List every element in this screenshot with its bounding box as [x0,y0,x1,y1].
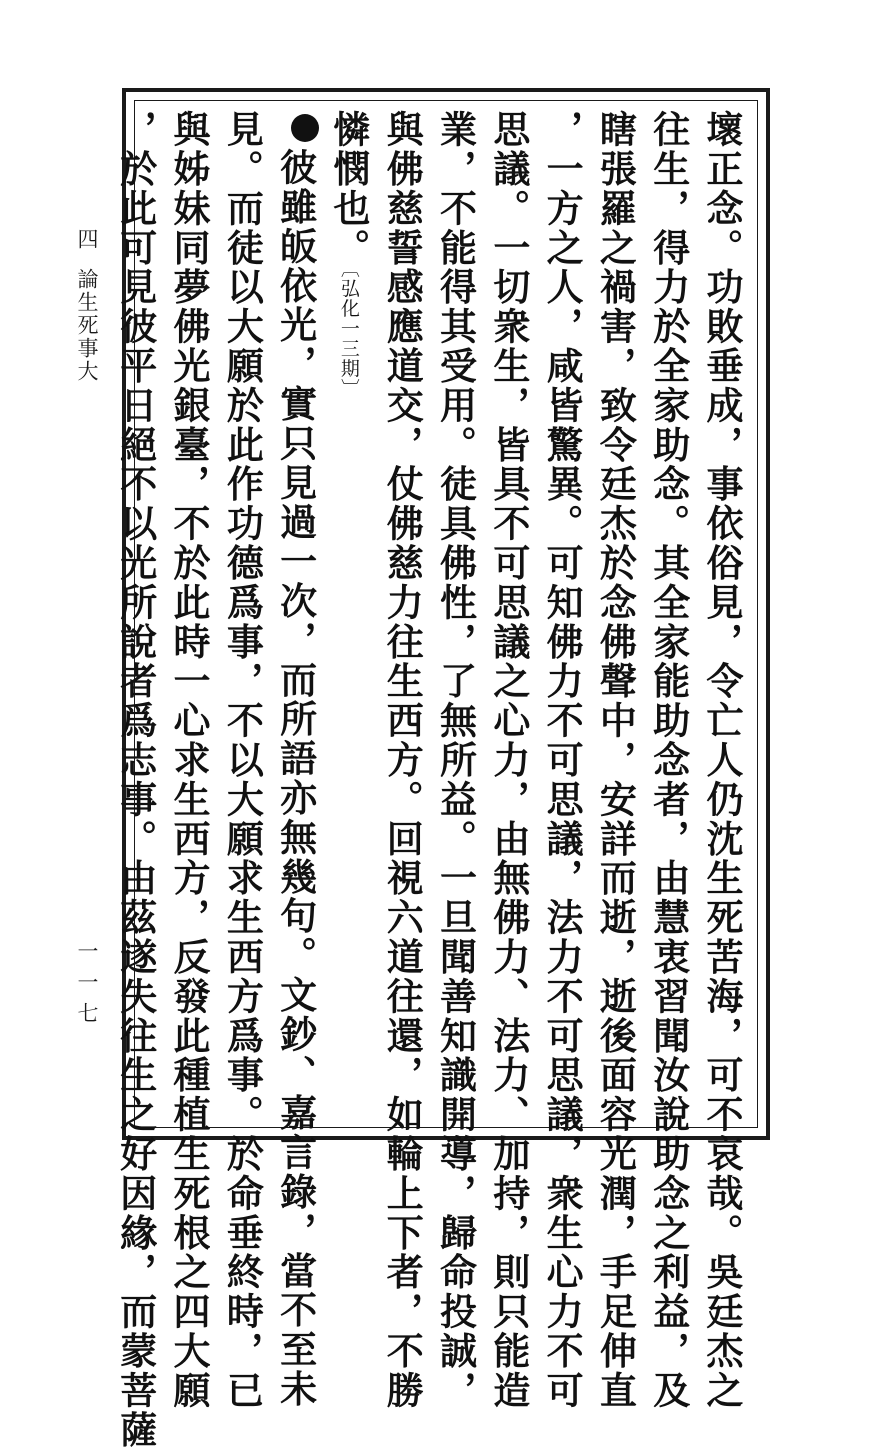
text-column: 見。而徒以大願於此作功德爲事，不以大願求生西方爲事。於命垂終時，已 [220,110,265,1411]
text-column: 業，不能得其受用。徒具佛性，了無所益。一旦聞善知識開導，歸命投誠， [433,110,478,1411]
text-segment: 憐憫也。 [326,110,371,268]
text-column: 瞎張羅之禍害，致令廷杰於念佛聲中，安詳而逝，逝後面容光潤，手足伸直 [593,110,638,1411]
paragraph-bullet-icon [291,114,319,142]
text-column: 思議。一切衆生，皆具不可思議之心力，由無佛力、法力、加持，則只能造 [486,110,531,1411]
text-column: 與佛慈誓感應道交，仗佛慈力往生西方。回視六道往還，如輪上下者，不勝 [380,110,425,1411]
chapter-title: 論生死事大 [75,268,99,383]
text-column: 往生，得力於全家助念。其全家能助念者，由慧衷習聞汝說助念之利益，及 [646,110,691,1411]
page-number: 一一七 [75,940,99,1033]
main-text [113,110,748,1450]
text-column: ，於此可見彼平日絕不以光所說者爲志事。由茲遂失往生之好因緣，而蒙菩薩 [113,110,158,1450]
text-column-with-bullet [268,110,321,1409]
text-column-with-note [322,110,375,1120]
text-column: ，一方之人，咸皆驚異。可知佛力不可思議，法力不可思議，衆生心力不可 [540,110,585,1411]
source-note: 〔弘化一三期〕 [337,267,360,399]
text-column: 與姊妹同夢佛光銀臺，不於此時一心求生西方，反發此種植生死根之四大願 [167,110,212,1411]
text-segment: 彼雖皈依光，實只見過一次，而所語亦無幾句。文鈔、嘉言錄，當不至未 [273,148,318,1409]
chapter-number: 四 [75,228,99,250]
text-column: 壞正念。功敗垂成，事依俗見，令亡人仍沈生死苦海，可不哀哉。吳廷杰之 [700,110,744,1411]
